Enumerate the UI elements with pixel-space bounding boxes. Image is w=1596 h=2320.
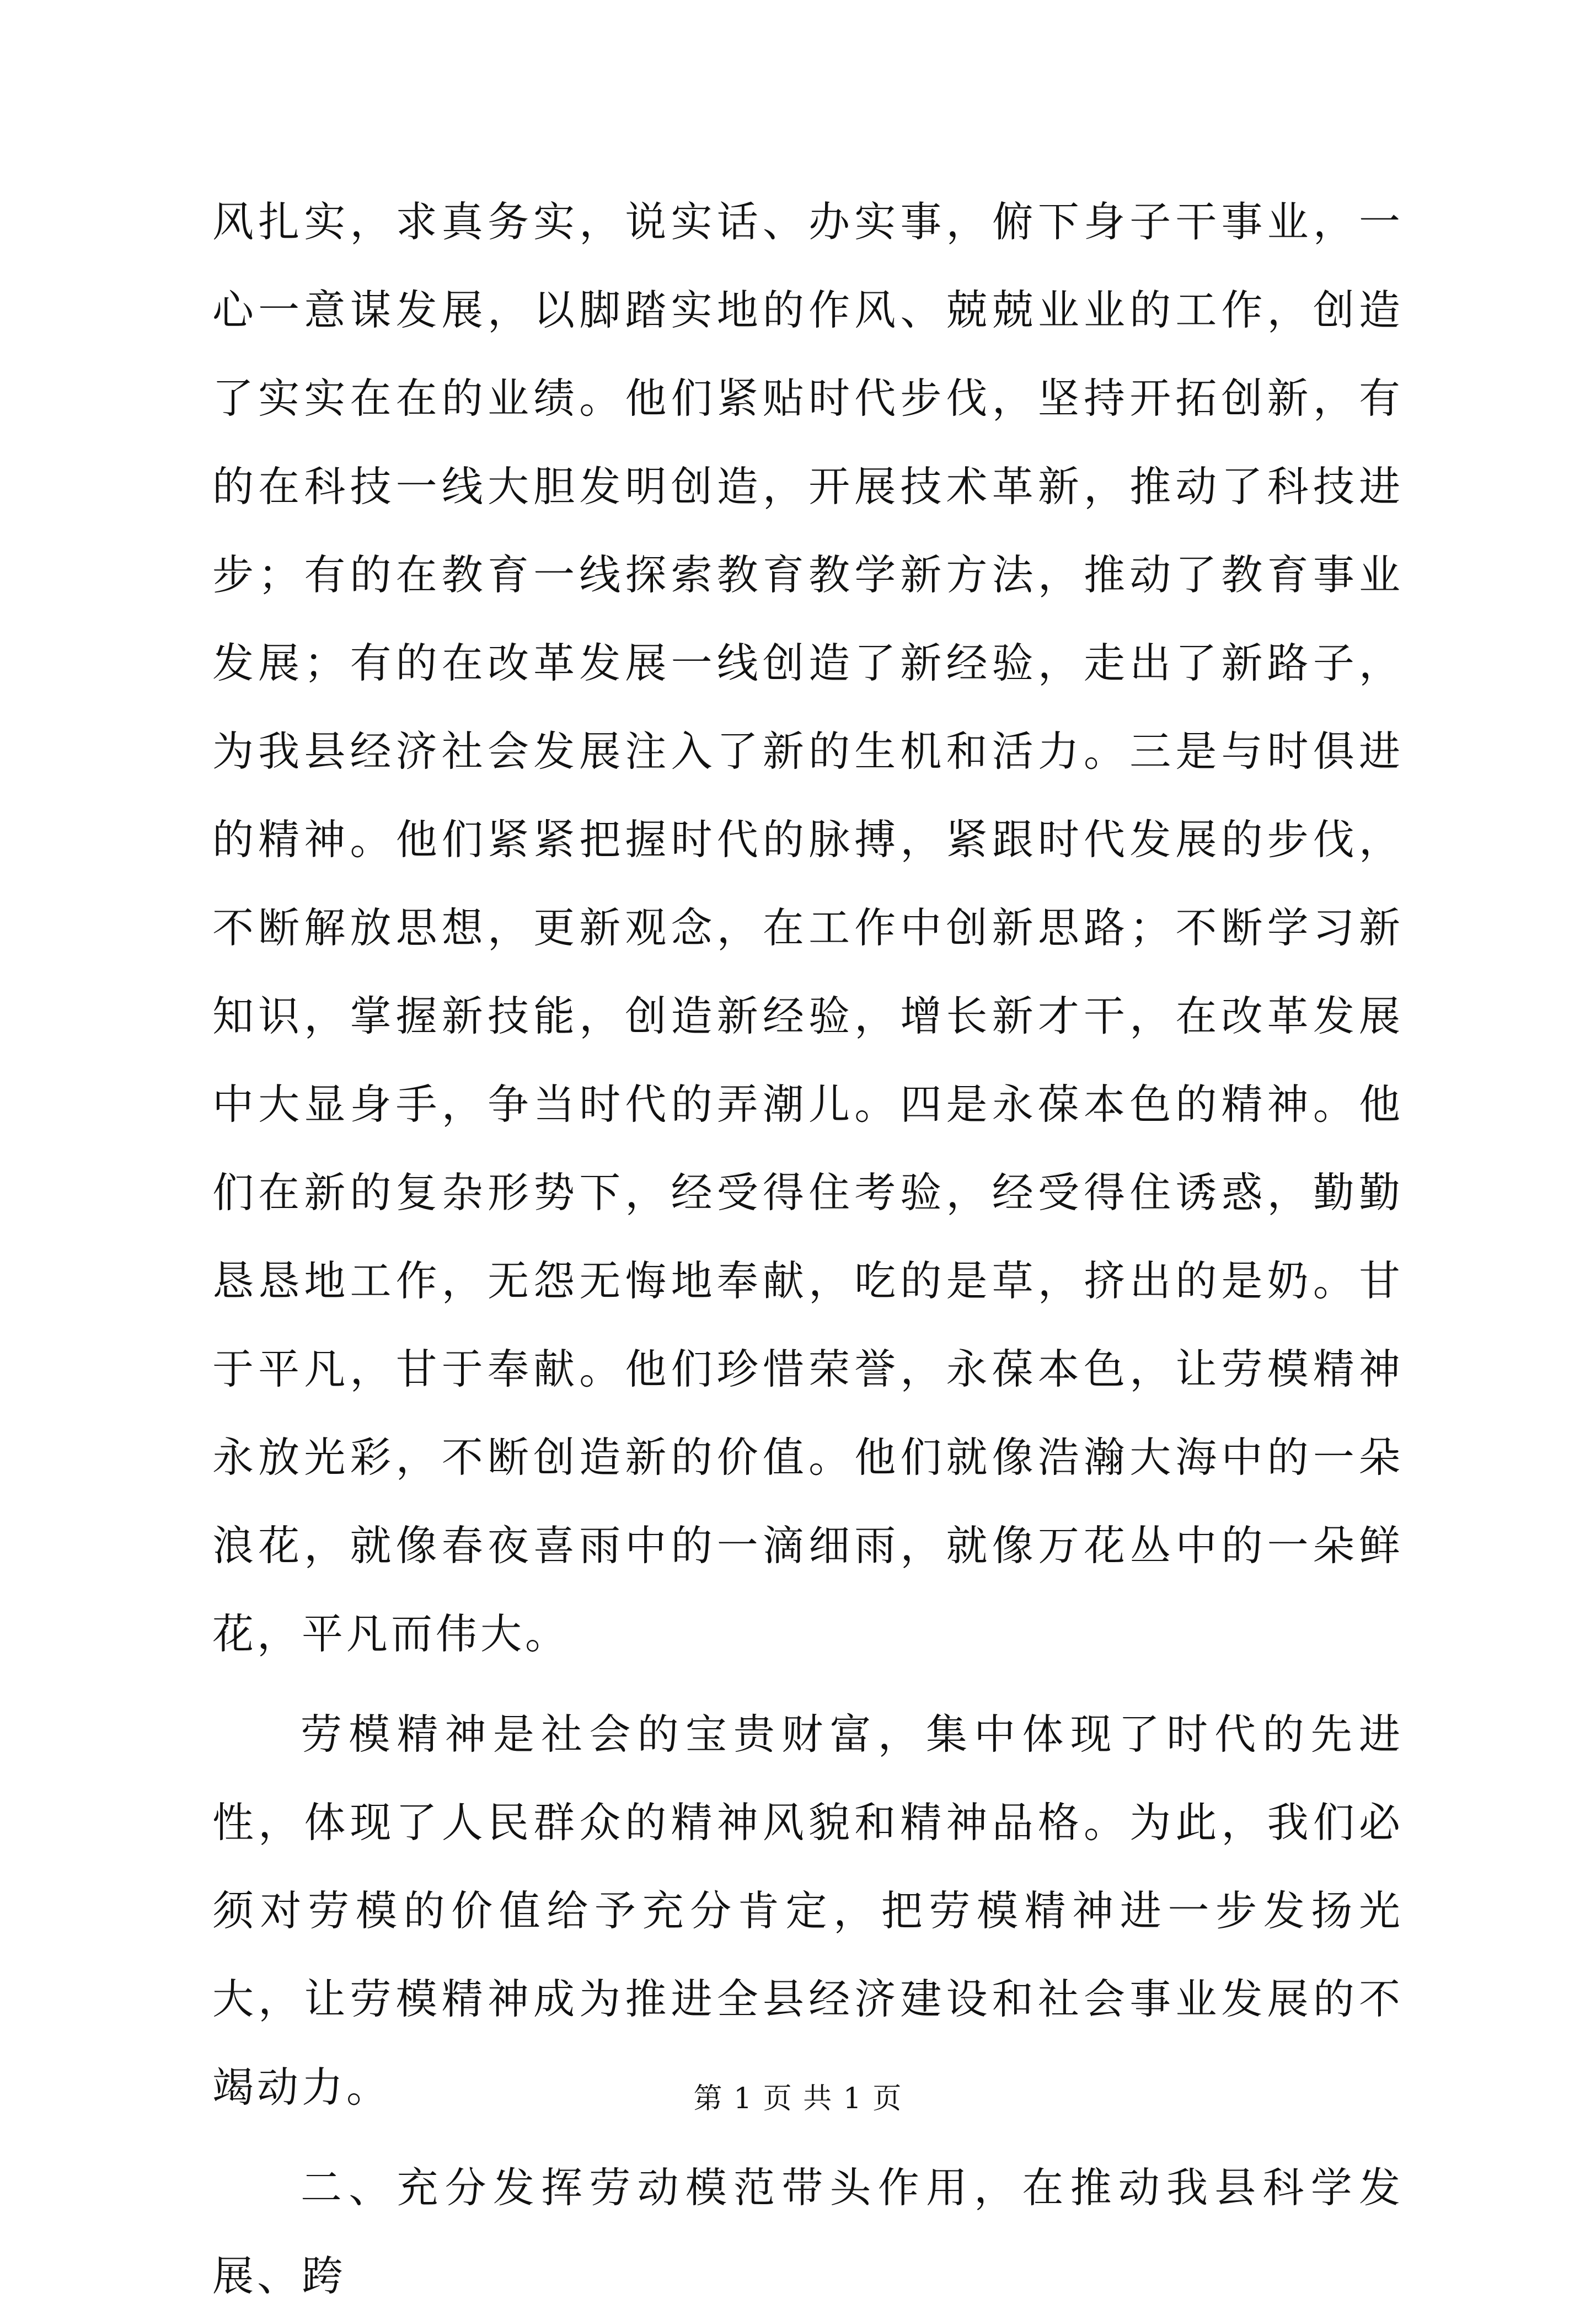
paragraph-2: 劳模精神是社会的宝贵财富，集中体现了时代的先进性，体现了人民群众的精神风貌和精神品格。为此，我们必须对劳模的价值给予充分肯定，把劳模精神进一步发扬光大，让劳模精神成为推进全县经济建设和社会事业发展的不竭动力。: [212, 1710, 1404, 2111]
body-text: [212, 178, 1404, 2320]
paragraph-1: 风扎实，求真务实，说实话、办实事，俯下身子干事业，一心一意谋发展，以脚踏实地的作风、兢兢业业的工作，创造了实实在在的业绩。他们紧贴时代步伐，坚持开拓创新，有的在科技一线大胆发明创造，开展技术革新，推动了科技进步；有的在教育一线探索教育教学新方法，推动了教育事业发展；有的在改革发展一线创造了新经验，走出了新路子，为我县经济社会发展注入了新的生机和活力。三是与时俱进的精神。他们紧紧把握时代的脉搏，紧跟时代发展的步伐，不断解放思想，更新观念，在工作中创新思路；不断学习新知识，掌握新技能，创造新经验，增长新才干，在改革发展中大显身手，争当时代的弄潮儿。四是永葆本色的精神。他们在新的复杂形势下，经受得住考验，经受得住诱惑，勤勤恳恳地工作，无怨无悔地奉献，吃的是草，挤出的是奶。甘于平凡，甘于奉献。他们珍惜荣誉，永葆本色，让劳模精神永放光彩，不断创造新的价值。他们就像浩瀚大海中的一朵浪花，就像春夜喜雨中的一滴细雨，就像万花丛中的一朵鲜花，平凡而伟大。: [212, 197, 1404, 1658]
page-footer: 第 1 页 共 1 页: [693, 2082, 903, 2115]
paragraph-3: 二、充分发挥劳动模范带头作用，在推动我县科学发展、跨: [212, 2163, 1404, 2300]
